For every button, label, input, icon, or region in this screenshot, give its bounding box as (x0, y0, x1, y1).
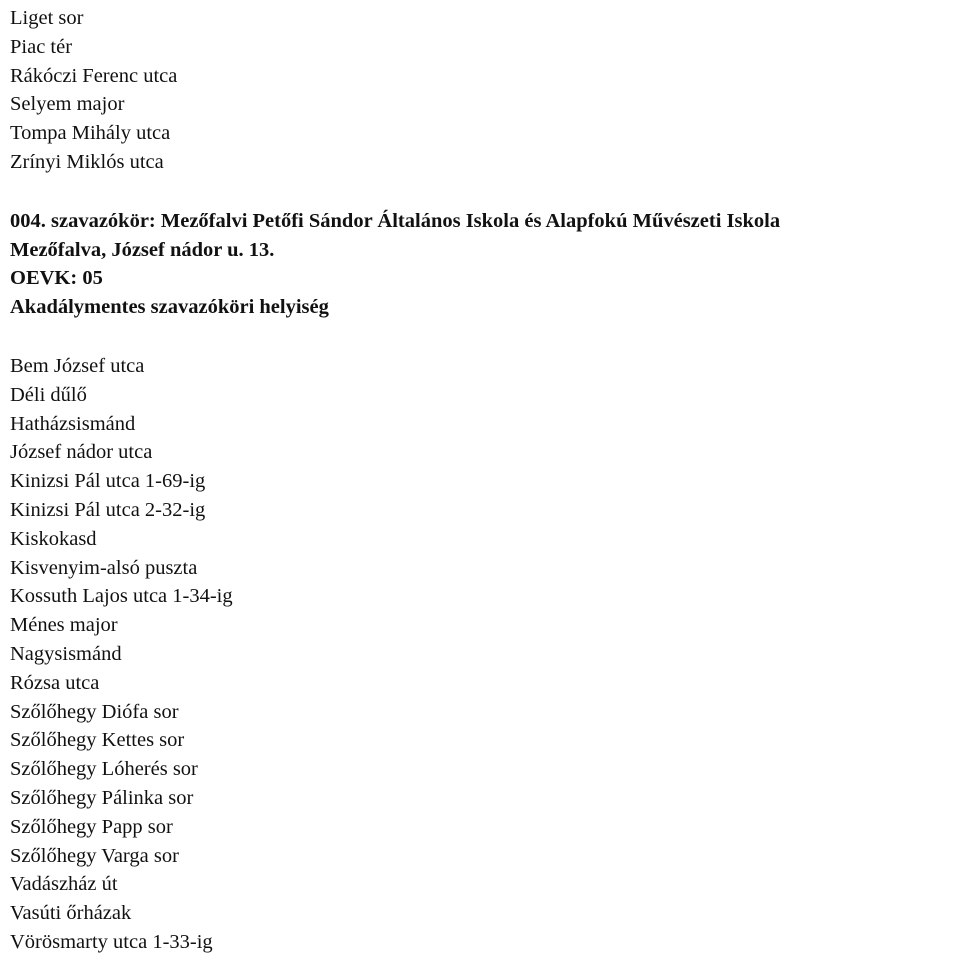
accessibility-note: Akadálymentes szavazóköri helyiség (10, 296, 329, 319)
list-item: Kossuth Lajos utca 1-34-ig (10, 585, 233, 608)
list-item: Rákóczi Ferenc utca (10, 64, 178, 87)
spacer (10, 322, 950, 352)
list-item: Szőlőhegy Lóherés sor (10, 758, 198, 781)
polling-station-address: Mezőfalva, József nádor u. 13. (10, 238, 275, 261)
list-item: József nádor utca (10, 441, 153, 464)
list-item: Vörösmarty utca 1-33-ig (10, 930, 213, 953)
document-page (10, 4, 950, 957)
list-item: Szőlőhegy Pálinka sor (10, 786, 194, 809)
spacer (10, 177, 950, 207)
polling-station-title: 004. szavazókör: Mezőfalvi Petőfi Sándor Általános Iskola és Alapfokú Művészeti Iskola (10, 209, 781, 232)
list-item: Ménes major (10, 614, 118, 637)
list-item: Kiskokasd (10, 527, 97, 550)
street-list (10, 352, 950, 957)
list-item: Kinizsi Pál utca 2-32-ig (10, 498, 206, 521)
list-item: Selyem major (10, 93, 125, 116)
list-item: Zrínyi Miklós utca (10, 150, 164, 173)
polling-station-header (10, 207, 950, 322)
list-item: Liget sor (10, 7, 84, 29)
list-item: Szőlőhegy Diófa sor (10, 700, 179, 723)
list-item: Piac tér (10, 35, 73, 58)
list-item: Déli dűlő (10, 383, 87, 406)
oevk-label: OEVK: 05 (10, 267, 103, 290)
list-item: Tompa Mihály utca (10, 122, 171, 145)
list-item: Szőlőhegy Varga sor (10, 844, 179, 867)
list-item: Nagysismánd (10, 642, 122, 665)
list-item: Szőlőhegy Papp sor (10, 815, 173, 838)
list-item: Hatházsismánd (10, 412, 136, 435)
list-item: Kisvenyim-alsó puszta (10, 556, 198, 579)
list-item: Vadászház út (10, 873, 118, 896)
list-item: Rózsa utca (10, 671, 100, 694)
list-item: Bem József utca (10, 354, 145, 377)
list-item: Vasúti őrházak (10, 902, 132, 925)
top-street-list (10, 4, 950, 177)
list-item: Kinizsi Pál utca 1-69-ig (10, 470, 206, 493)
list-item: Szőlőhegy Kettes sor (10, 729, 185, 752)
